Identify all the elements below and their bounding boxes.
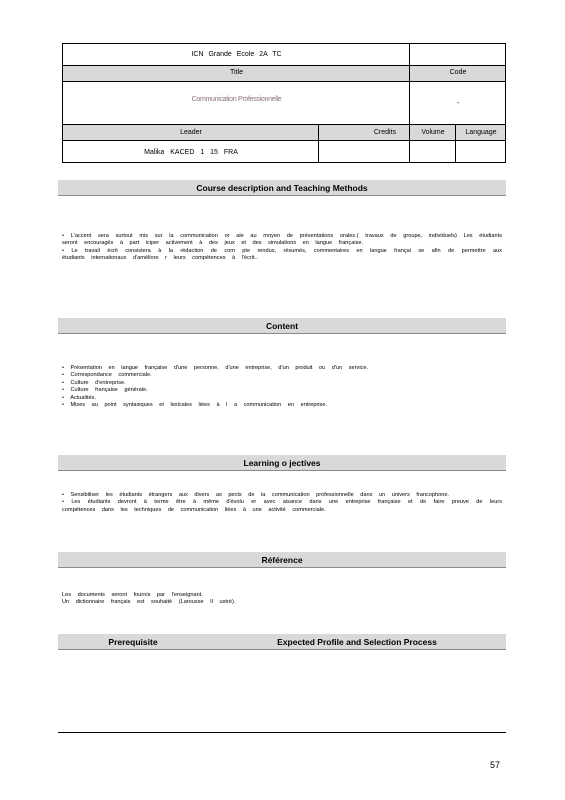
list-item: • Culture française générale. — [62, 387, 148, 394]
section-heading-description: Course description and Teaching Methods — [58, 180, 506, 196]
language-label: Language — [465, 129, 497, 136]
description-line: • Le travail écrit consistera à la rédaction de com pte rendus, résumés, commentaires en langue françai se afin de permettre aux étudiants internationaux d'améliore r leurs compétences à l'écrit.. — [62, 247, 502, 262]
leader-label: Leader — [180, 129, 202, 136]
expected-profile-heading: Expected Profile and Selection Process — [277, 637, 437, 647]
section-heading-objectives: Learning o jectives — [58, 455, 506, 471]
list-item: • Culture d'entreprise. — [62, 379, 126, 386]
section-heading-reference: Référence — [58, 552, 506, 568]
content-list — [62, 365, 502, 409]
reference-text — [62, 592, 502, 607]
title-column-label: Title — [230, 69, 243, 76]
course-header-table — [62, 43, 506, 163]
leader-name: Malika KACED 1 15 FRA — [144, 149, 238, 156]
objectives-text — [62, 492, 502, 514]
list-item: • Mises au point syntaxiques et lexicales liées à l a communication en entreprise. — [62, 402, 328, 409]
course-title: Communication Professionnelle — [191, 96, 282, 103]
volume-label: Volume — [421, 129, 445, 136]
page-number: 57 — [489, 760, 500, 770]
list-item: • Présentation en langue française d'une personne, d'une entreprise, d'un produit ou d'un service. — [62, 365, 369, 371]
objective-line: • Les étudiants devront à terme être à même d'évolu er avec aisance dans une entreprise française et de faire preuve de leurs compétences dans les techniques de communication liées à une activité commerciale. — [62, 499, 502, 513]
description-text — [62, 233, 502, 263]
bottom-divider — [58, 732, 506, 733]
code-column-label: Code — [449, 69, 467, 76]
reference-line: Un dictionnaire français est souhaité (Larousse Il ustré). — [62, 599, 236, 606]
list-item: • Actualités. — [62, 394, 97, 401]
school-program: ICN Grande Ecole 2A TC — [191, 51, 282, 58]
course-code: - — [456, 100, 460, 107]
list-item: • Correspondance commerciale. — [62, 372, 152, 379]
prerequisite-heading: Prerequisite — [108, 637, 158, 647]
description-line: • L'accent sera surtout mis sur la communication or ale au moyen de présentations orales.( travaux de groupe, individuels) Les étudiants seront encouragés à part iciper activement à des jeux et des simulations en langue française. — [62, 233, 502, 247]
section-heading-content: Content — [58, 318, 506, 334]
credits-label: Credits — [373, 129, 396, 136]
objective-line: • Sensibiliser les étudiants étrangers aux divers as pects de la communication professionnelle dans un univers francophone. — [62, 492, 449, 498]
reference-line: Les documents seront fournis par l'enseignant. — [62, 592, 203, 598]
